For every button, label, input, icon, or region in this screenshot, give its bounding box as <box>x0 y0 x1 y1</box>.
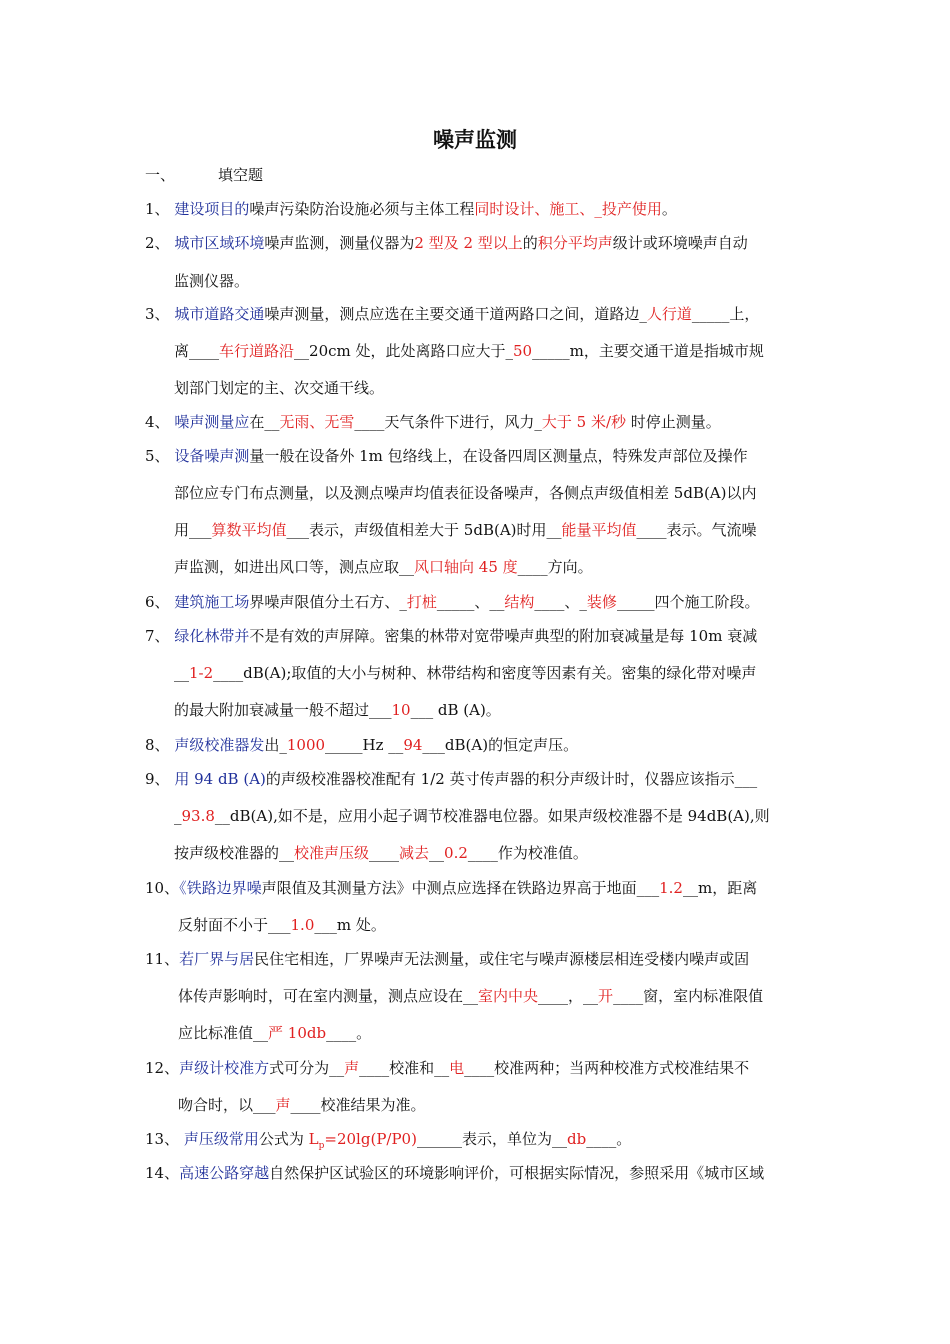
question-text: 部位应专门布点测量，以及测点噪声均值表征设备噪声，各侧点声级值相差 5dB(A)以内 <box>174 484 757 502</box>
question-number: 9、 <box>145 770 170 788</box>
formula: =20lg(P/P0) <box>324 1130 417 1148</box>
question-text: 离____ <box>174 342 220 360</box>
question-number: 4、 <box>145 413 170 431</box>
answer: 1-2 <box>189 664 214 682</box>
answer: 1000 <box>286 736 326 754</box>
answer: 打桩 <box>406 593 437 611</box>
question-number: 3、 <box>145 305 170 323</box>
question-text: 时停止测量。 <box>626 413 721 431</box>
question-text: 在__ <box>249 413 280 431</box>
question-number: 2、 <box>145 234 170 252</box>
question-text: 级计或环境噪声自动 <box>612 234 748 252</box>
section-number: 一、 <box>145 166 176 184</box>
question-number: 1、 <box>145 200 170 218</box>
question-text: _____、__ <box>436 593 505 611</box>
question-lead: 城市道路交通 <box>174 305 265 323</box>
question-text: 公式为 <box>258 1130 309 1148</box>
answer: 严 10db <box>268 1024 327 1042</box>
question-text: 按声级校准器的__ <box>174 844 295 862</box>
question-text: 噪声测量，测点应选在主要交通干道两路口之间，道路边_ <box>264 305 647 323</box>
question-text: ____作为校准值。 <box>467 844 588 862</box>
answer: 93.8 <box>181 807 215 825</box>
question-text: 式可分为__ <box>269 1059 345 1077</box>
question-text: 不是有效的声屏障。密集的林带对宽带噪声典型的附加衰减量是每 10m 衰减 <box>249 627 758 645</box>
question-lead: 高速公路穿越 <box>179 1164 270 1182</box>
answer: 无雨、无雪 <box>279 413 355 431</box>
question-text: _____m，主要交通干道是指城市规 <box>532 342 764 360</box>
question-lead: 《铁路边界噪 <box>179 879 262 897</box>
question-lead: 用 94 dB (A) <box>174 770 266 788</box>
question-text: ____。 <box>586 1130 632 1148</box>
question-lead: 声级校准器发 <box>174 736 265 754</box>
answer: 室内中央 <box>478 987 539 1005</box>
question-text: ___dB(A)的恒定声压。 <box>422 736 579 754</box>
question-text: 量一般在设备外 1m 包络线上，在设备四周区测量点，特殊发声部位及操作 <box>249 447 748 465</box>
question-number: 12、 <box>145 1059 180 1077</box>
question-text: 的声级校准器校准配有 1/2 英寸传声器的积分声级计时，仪器应该指示___ <box>265 770 758 788</box>
section-heading <box>145 164 263 185</box>
question-text: __dB(A),如不是，应用小起子调节校准器电位器。如果声级校准器不是 94dB(A),则 <box>214 807 770 825</box>
page-title: 噪声监测 <box>433 128 517 152</box>
answer: db <box>566 1130 587 1148</box>
question-number: 7、 <box>145 627 170 645</box>
answer: 2 型及 2 型以上 <box>414 234 523 252</box>
question-text: 声限值及其测量方法》中测点应选择在铁路边界高于地面___ <box>261 879 660 897</box>
question-text: __m，距离 <box>682 879 758 897</box>
question-text: ___ dB (A)。 <box>410 701 501 719</box>
answer: 电 <box>449 1059 465 1077</box>
answer: 能量平均值 <box>561 521 637 539</box>
answer: 装修 <box>586 593 617 611</box>
question-text: ____、_ <box>534 593 587 611</box>
question-text: _____Hz __ <box>325 736 404 754</box>
question-text: 的 <box>522 234 538 252</box>
question-lead: 声压级常用 <box>183 1130 259 1148</box>
question-number: 13、 <box>145 1130 180 1148</box>
question-lead: 建设项目的 <box>174 200 250 218</box>
answer: 人行道 <box>646 305 692 323</box>
question-text: 反射面不小于___ <box>178 916 291 934</box>
question-lead: 声级计校准方 <box>179 1059 270 1077</box>
question-text: 噪声污染防治设施必须与主体工程 <box>249 200 475 218</box>
question-text: ____天气条件下进行，风力_ <box>354 413 542 431</box>
question-text: ____窗，室内标准限值 <box>613 987 764 1005</box>
answer: 同时设计、施工、_投产使用 <box>474 200 662 218</box>
answer: 算数平均值 <box>211 521 287 539</box>
question-number: 14、 <box>145 1164 180 1182</box>
answer: 结构 <box>504 593 535 611</box>
answer: 1.0 <box>290 916 315 934</box>
question-text: ____校准两种；当两种校准方式校准结果不 <box>464 1059 750 1077</box>
question-text: __20cm 处，此处离路口应大于_ <box>294 342 514 360</box>
answer: 声 <box>344 1059 360 1077</box>
answer: 0.2 <box>444 844 468 862</box>
question-text: __ <box>174 664 189 682</box>
answer: 1.2 <box>659 879 683 897</box>
section-label: 填空题 <box>217 166 263 184</box>
question-text: 吻合时，以___ <box>178 1096 276 1114</box>
question-lead: 建筑施工场 <box>174 593 250 611</box>
question-lead: 城市区域环境 <box>174 234 265 252</box>
answer: 积分平均声 <box>537 234 613 252</box>
question-text: 界噪声限值分土石方、_ <box>249 593 407 611</box>
question-number: 8、 <box>145 736 170 754</box>
question-text: 应比标准值__ <box>178 1024 269 1042</box>
answer: 车行道路沿 <box>219 342 295 360</box>
answer: 50 <box>513 342 533 360</box>
answer: 10 <box>391 701 411 719</box>
question-text: 民住宅相连，厂界噪声无法测量，或住宅与噪声源楼层相连受楼内噪声或固 <box>254 950 750 968</box>
question-lead: 噪声测量应 <box>174 413 250 431</box>
question-text: ___表示，声级值相差大于 5dB(A)时用__ <box>286 521 562 539</box>
answer: 风口轴向 45 度 <box>414 558 518 576</box>
question-text: __ <box>429 844 445 862</box>
question-text: _____四个施工阶段。 <box>616 593 760 611</box>
question-text: 声监测，如进出风口等，测点应取__ <box>174 558 415 576</box>
formula: L <box>308 1130 319 1148</box>
question-text: ____，__ <box>538 987 599 1005</box>
question-text: 自然保护区试验区的环境影响评价，可根据实际情况，参照采用《城市区域 <box>269 1164 765 1182</box>
question-text: 。 <box>661 200 677 218</box>
question-text: 监测仪器。 <box>174 272 250 290</box>
question-text: ____校准和__ <box>359 1059 450 1077</box>
question-number: 5、 <box>145 447 170 465</box>
question-text: ____表示。气流噪 <box>636 521 757 539</box>
question-text: ____校准结果为准。 <box>290 1096 426 1114</box>
question-number: 10、 <box>145 879 180 897</box>
answer: 大于 5 米/秒 <box>541 413 627 431</box>
question-text: _ <box>174 807 182 825</box>
answer: 校准声压级 <box>294 844 370 862</box>
question-text: 的最大附加衰减量一般不超过___ <box>174 701 392 719</box>
question-text: 噪声监测，测量仪器为 <box>264 234 415 252</box>
answer: 声 <box>275 1096 291 1114</box>
question-text: ______表示，单位为__ <box>416 1130 567 1148</box>
question-text: 用___ <box>174 521 212 539</box>
question-text: ____ <box>369 844 400 862</box>
answer: 开 <box>598 987 614 1005</box>
question-text: 体传声影响时，可在室内测量，测点应设在__ <box>178 987 479 1005</box>
question-text: 划部门划定的主、次交通干线。 <box>174 379 385 397</box>
answer: 94 <box>403 736 423 754</box>
question-text: _____上， <box>691 305 760 323</box>
question-lead: 若厂界与居 <box>179 950 255 968</box>
question-number: 6、 <box>145 593 170 611</box>
question-text: 出_ <box>264 736 287 754</box>
question-text: ____方向。 <box>517 558 593 576</box>
question-lead: 绿化林带并 <box>174 627 250 645</box>
question-lead: 设备噪声测 <box>174 447 250 465</box>
formula-subscript: p <box>318 1141 325 1151</box>
question-text: ____dB(A);取值的大小与树种、林带结构和密度等因素有关。密集的绿化带对噪声 <box>213 664 757 682</box>
question-text: ____。 <box>326 1024 372 1042</box>
answer: 减去 <box>399 844 430 862</box>
question-number: 11、 <box>145 950 180 968</box>
question-text: ___m 处。 <box>314 916 386 934</box>
